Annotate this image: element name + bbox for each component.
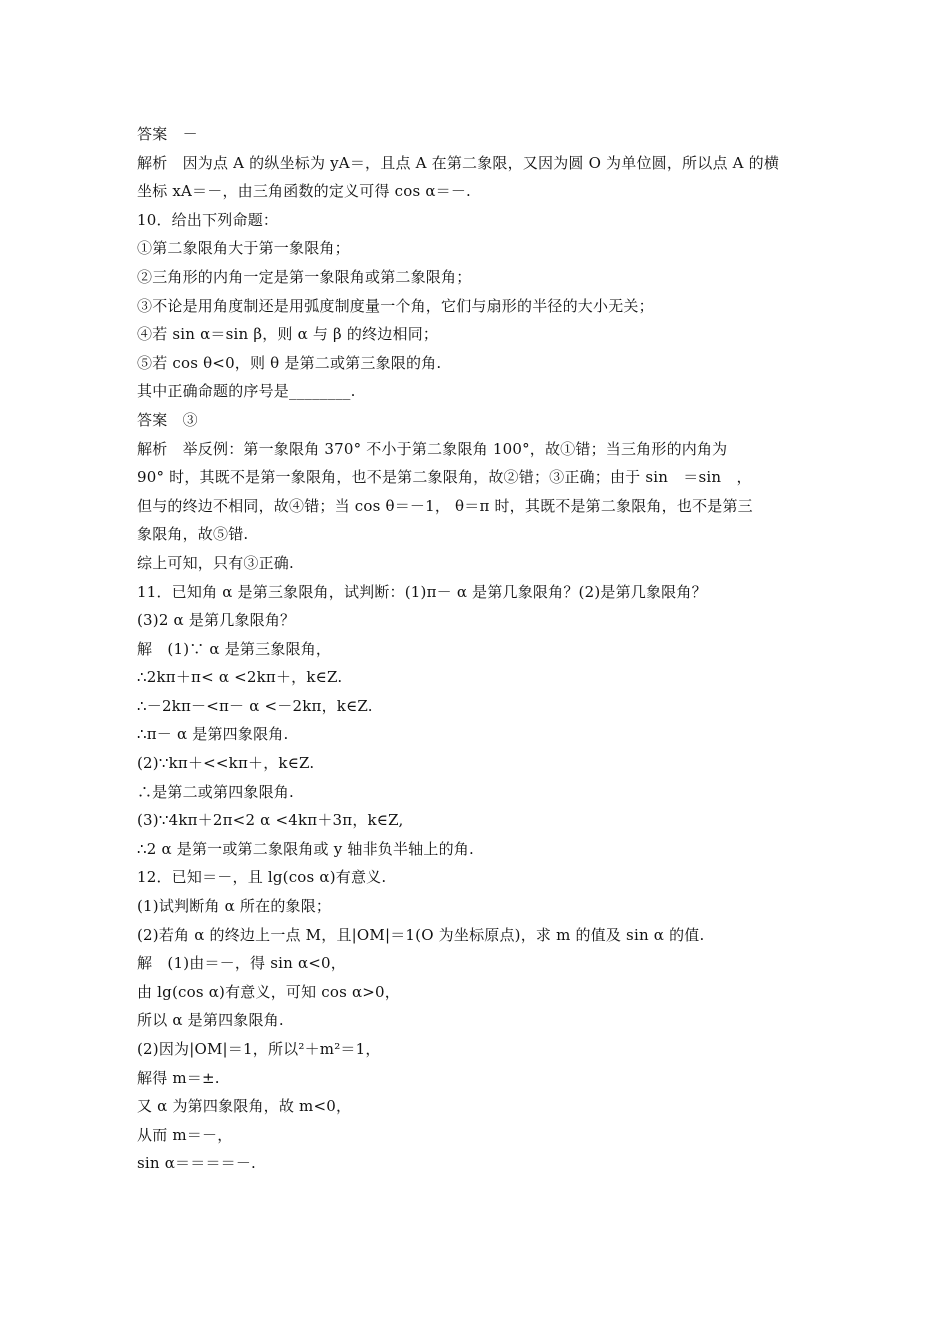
analysis-9-line-1: 解析 因为点 A 的纵坐标为 yA＝，且点 A 在第二象限，又因为圆 O 为单位圆，所以点 A 的横 xyxy=(137,153,780,172)
question-10-prompt: 其中正确命题的序号是________. xyxy=(137,382,356,401)
analysis-10-line-1: 解析 举反例：第一象限角 370° 不小于第二象限角 100°，故①错；当三角形的内角为 xyxy=(137,439,728,458)
proposition-5: ⑤若 cos θ<0，则 θ 是第二或第三象限的角. xyxy=(137,353,442,372)
solution-11-line-2: ∴2kπ＋π< α <2kπ＋，k∈Z. xyxy=(137,668,343,687)
solution-12-line-3: 所以 α 是第四象限角. xyxy=(137,1011,284,1030)
question-10-title: 10．给出下列命题： xyxy=(137,210,279,229)
question-12-part-2: (2)若角 α 的终边上一点 M，且|OM|＝1(O 为坐标原点)，求 m 的值及 sin α 的值. xyxy=(137,925,705,944)
solution-11-line-7: (3)∵4kπ＋2π<2 α <4kπ＋3π，k∈Z, xyxy=(137,811,404,830)
proposition-4: ④若 sin α＝sin β，则 α 与 β 的终边相同； xyxy=(137,325,439,344)
analysis-10-line-2: 90° 时，其既不是第一象限角，也不是第二象限角，故②错；③正确；由于 sin ＝sin ， xyxy=(137,468,752,487)
answer-9: 答案 － xyxy=(137,125,198,143)
analysis-10-line-3: 但与的终边不相同，故④错；当 cos θ＝－1， θ＝π 时，其既不是第二象限角，也不是第三 xyxy=(137,496,753,515)
solution-11-line-6: ∴是第二或第四象限角. xyxy=(137,782,294,801)
analysis-10-conclusion: 综上可知，只有③正确. xyxy=(137,553,294,572)
solution-11-line-1: 解 (1)∵ α 是第三象限角， xyxy=(137,639,332,658)
solution-12-line-8: sin α＝＝＝＝－. xyxy=(137,1154,257,1173)
analysis-10-line-4: 象限角，故⑤错. xyxy=(137,525,249,544)
solution-11-line-8: ∴2 α 是第一或第二象限角或 y 轴非负半轴上的角. xyxy=(137,839,474,858)
document-page xyxy=(137,120,827,1178)
solution-11-line-5: (2)∵kπ＋<<kπ＋，k∈Z. xyxy=(137,754,315,773)
question-11-line-1: 11．已知角 α 是第三象限角，试判断：(1)π－ α 是第几象限角？(2)是第几象限角？ xyxy=(137,582,707,601)
analysis-9-line-2: 坐标 xA＝－，由三角函数的定义可得 cos α＝－. xyxy=(137,182,472,201)
proposition-2: ②三角形的内角一定是第一象限角或第二象限角； xyxy=(137,267,472,286)
solution-12-line-7: 从而 m＝－， xyxy=(137,1125,233,1144)
question-11-line-2: (3)2 α 是第几象限角？ xyxy=(137,611,296,630)
proposition-3: ③不论是用角度制还是用弧度制度量一个角，它们与扇形的半径的大小无关； xyxy=(137,296,654,315)
solution-12-line-5: 解得 m＝±. xyxy=(137,1068,220,1087)
solution-11-line-3: ∴－2kπ－<π－ α <－2kπ，k∈Z. xyxy=(137,696,373,715)
solution-12-line-1: 解 (1)由＝－，得 sin α<0， xyxy=(137,954,346,973)
answer-10: 答案 ③ xyxy=(137,410,198,429)
question-12-line-1: 12．已知＝－，且 lg(cos α)有意义. xyxy=(137,868,387,887)
solution-12-line-6: 又 α 为第四象限角，故 m<0， xyxy=(137,1097,352,1116)
solution-12-line-2: 由 lg(cos α)有意义，可知 cos α>0， xyxy=(137,982,401,1001)
solution-11-line-4: ∴π－ α 是第四象限角. xyxy=(137,725,289,744)
solution-12-line-4: (2)因为|OM|＝1，所以²＋m²＝1， xyxy=(137,1040,381,1058)
question-12-part-1: (1)试判断角 α 所在的象限； xyxy=(137,897,332,916)
proposition-1: ①第二象限角大于第一象限角； xyxy=(137,239,350,258)
